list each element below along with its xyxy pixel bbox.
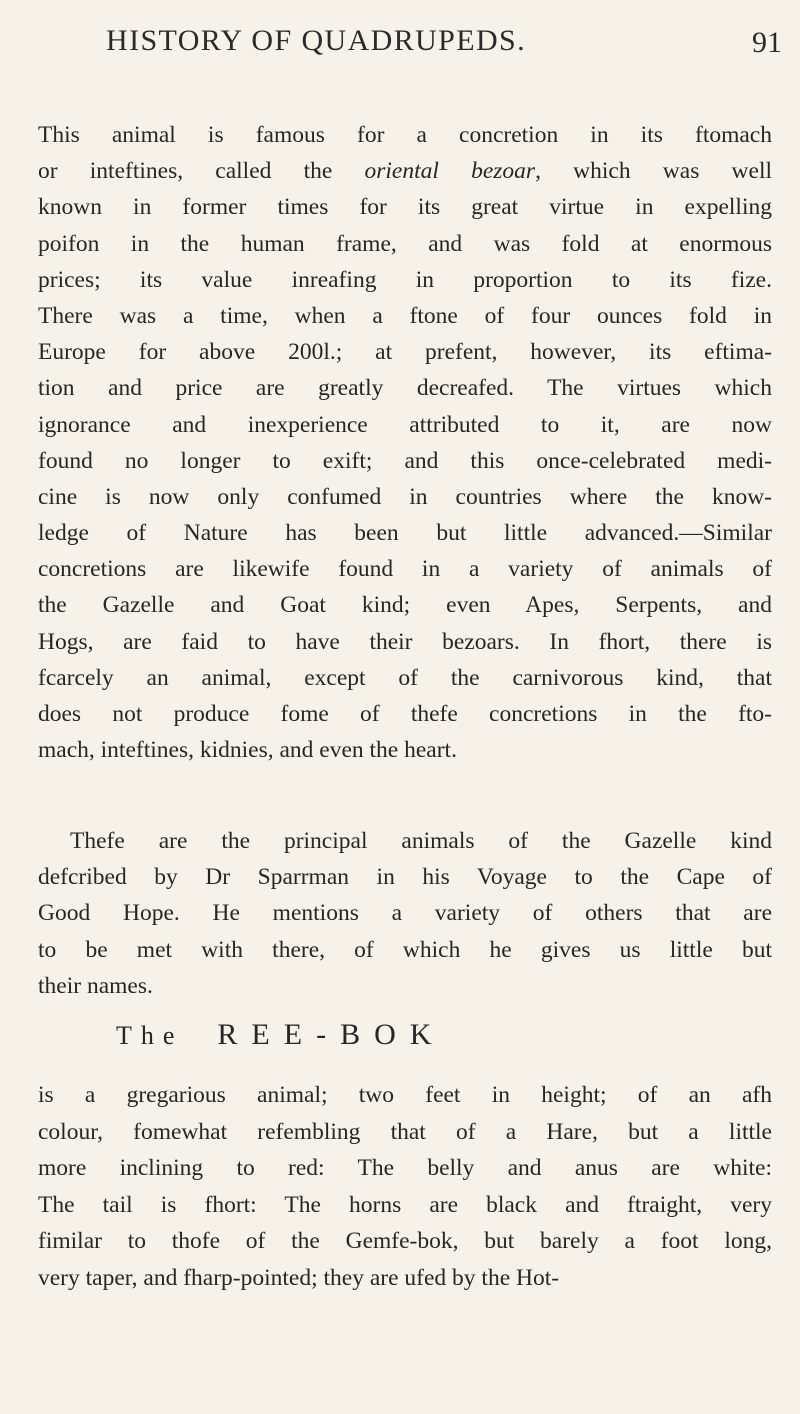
text-line: found no longer to exift; and this once-celebrated medi- [38, 447, 772, 474]
text-line: There was a time, when a ftone of four ounces fold in [38, 302, 772, 329]
text-line: The tail is fhort: The horns are black and ftraight, very [38, 1191, 772, 1218]
text-line: concretions are likewife found in a variety of animals of [38, 556, 772, 583]
text-line: the Gazelle and Goat kind; even Apes, Serpents, and [38, 592, 772, 619]
text-line: fcarcely an animal, except of the carnivorous kind, that [38, 664, 772, 691]
section-heading [116, 1018, 445, 1066]
text-line: their names. [38, 972, 153, 999]
text-line: Thefe are the principal animals of the Gazelle kind [70, 828, 772, 854]
text-line: Good Hope. He mentions a variety of others that are [38, 900, 772, 927]
text-line: is a gregarious animal; two feet in height; of an afh [38, 1082, 772, 1108]
text-line: prices; its value inreafing in proportion to its fize. [38, 266, 772, 293]
italic-term: oriental bezoar [364, 158, 536, 185]
text-line: fimilar to thofe of the Gemfe-bok, but barely a foot long, [38, 1228, 772, 1255]
text-line: more inclining to red: The belly and anus are white: [38, 1155, 772, 1182]
text-line: ignorance and inexperience attributed to it, are now [38, 411, 772, 438]
running-title: HISTORY OF QUADRUPEDS. [106, 24, 527, 57]
paragraph-ree-bok [38, 1077, 772, 1297]
text-line: or inteftines, called the oriental bezoar, which was well [38, 158, 772, 185]
section-heading-the: The [116, 1021, 184, 1050]
text-line: very taper, and fharp-pointed; they are ufed by the Hot- [38, 1264, 560, 1291]
text-line: ledge of Nature has been but little advanced.—Similar [38, 520, 772, 547]
text-line: to be met with there, of which he gives us little but [38, 936, 772, 963]
paragraph-sparrman [38, 823, 772, 1004]
text-line: Europe for above 200l.; at prefent, however, its eftima- [38, 339, 772, 366]
text-line: poifon in the human frame, and was fold at enormous [38, 230, 772, 257]
section-heading-name: REE-BOK [217, 1018, 446, 1051]
text-line: This animal is famous for a concretion in its ftomach [38, 122, 772, 148]
text-line: mach, inteftines, kidnies, and even the heart. [38, 737, 457, 764]
text-line: cine is now only confumed in countries where the know- [38, 483, 772, 510]
text-line: Hogs, are faid to have their bezoars. In fhort, there is [38, 628, 772, 655]
text-line: tion and price are greatly decreafed. The virtues which [38, 375, 772, 402]
text-line: colour, fomewhat refembling that of a Hare, but a little [38, 1118, 772, 1145]
text-line: does not produce fome of thefe concretions in the fto- [38, 701, 772, 727]
text-line: defcribed by Dr Sparrman in his Voyage to the Cape of [38, 864, 772, 891]
running-head [106, 24, 782, 72]
paragraph-bezoar [38, 117, 772, 768]
page-number: 91 [752, 26, 782, 59]
text-line: known in former times for its great virtue in expelling [38, 194, 772, 221]
